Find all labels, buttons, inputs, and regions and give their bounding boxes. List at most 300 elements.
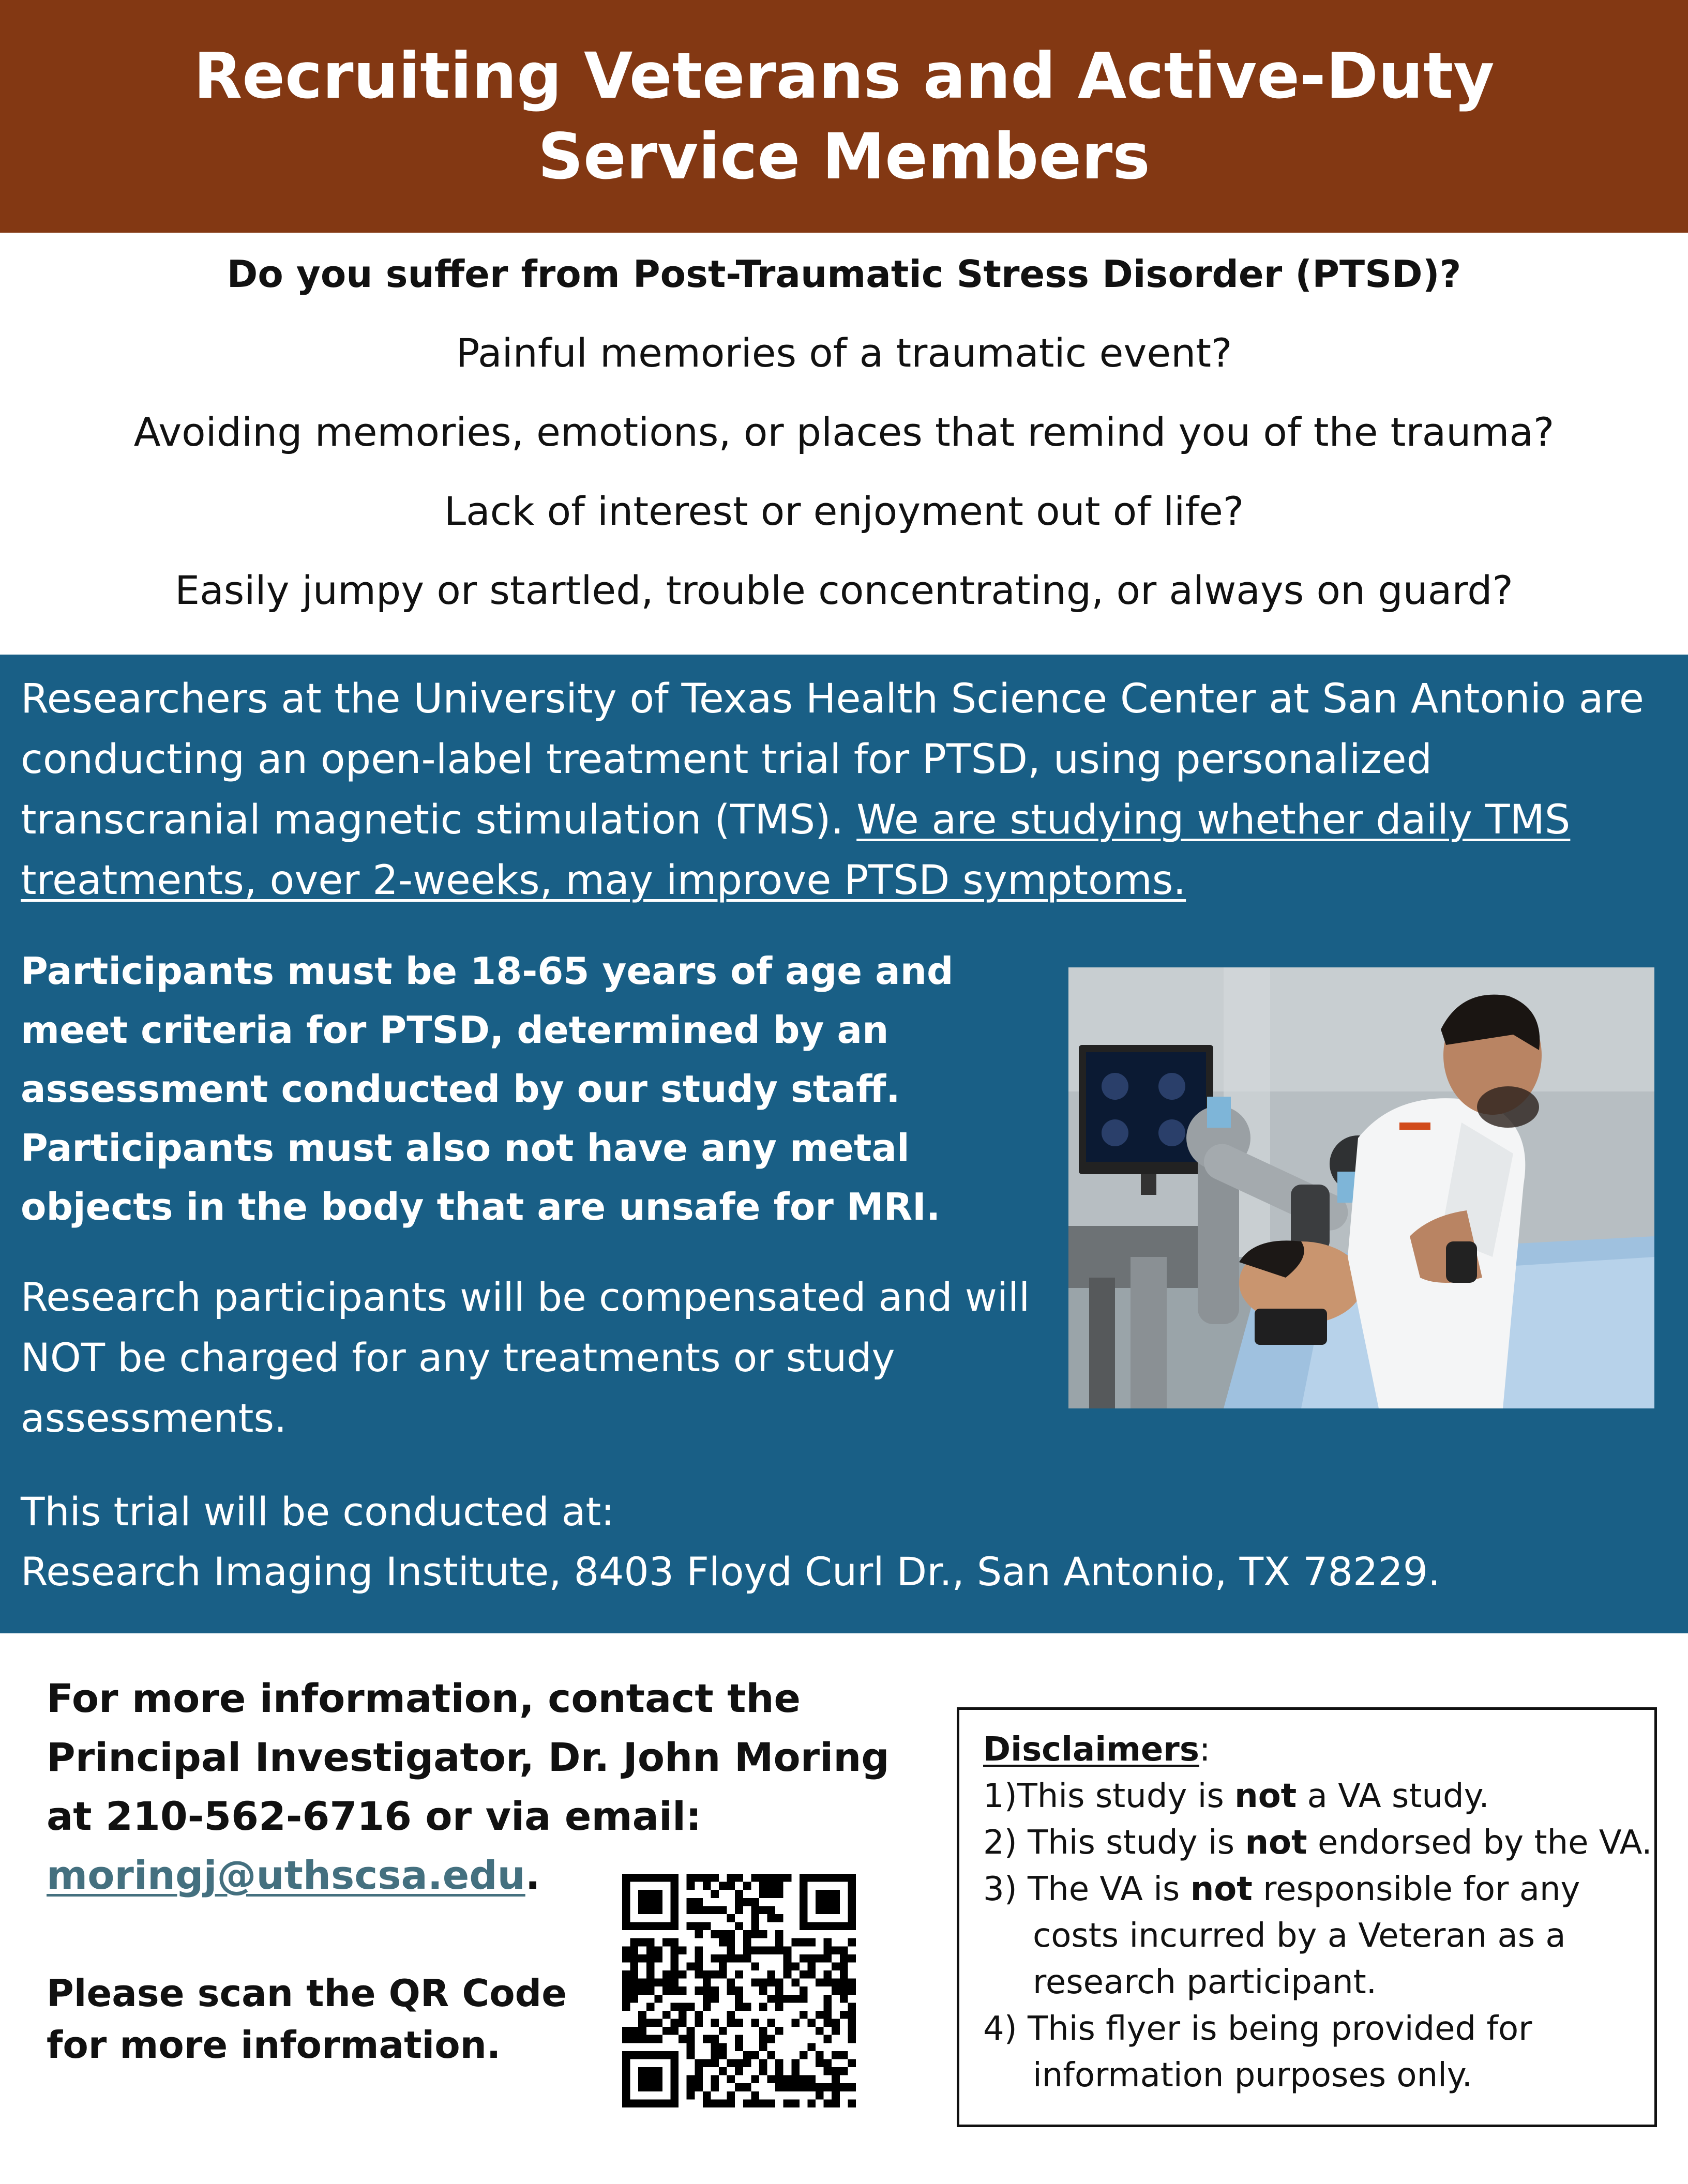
qr-module <box>662 2027 671 2035</box>
qr-module <box>743 1946 751 1954</box>
qr-module <box>832 1979 840 1987</box>
qr-module <box>662 2051 671 2059</box>
qr-module <box>848 1906 856 1914</box>
email-link[interactable]: moringj@uthscsa.edu <box>47 1852 525 1898</box>
qr-module <box>646 2067 655 2075</box>
qr-module <box>775 1914 783 1922</box>
qr-module <box>622 1898 630 1906</box>
qr-module <box>824 1995 832 2003</box>
qr-module <box>695 1946 703 1954</box>
qr-module <box>767 1995 776 2003</box>
qr-module <box>775 2027 783 2035</box>
qr-module <box>727 2011 735 2019</box>
qr-module <box>832 2083 840 2091</box>
qr-module <box>703 1874 711 1882</box>
qr-module <box>816 1898 824 1906</box>
page-title-line-1: Recruiting Veterans and Active-Duty <box>193 39 1495 113</box>
qr-module <box>654 2035 662 2043</box>
qr-module <box>800 1914 808 1922</box>
qr-module <box>630 2099 639 2107</box>
qr-module <box>816 2083 824 2091</box>
qr-module <box>687 2051 695 2059</box>
qr-module <box>622 1890 630 1898</box>
qr-module <box>646 1922 655 1931</box>
qr-module <box>622 2067 630 2075</box>
qr-module <box>800 2051 808 2059</box>
qr-module <box>767 1946 776 1954</box>
qr-module <box>848 1954 856 1963</box>
qr-module <box>695 1930 703 1938</box>
qr-module <box>735 1970 743 1979</box>
disclaimer-emphasis: not <box>1234 1777 1297 1815</box>
qr-module <box>751 2075 759 2084</box>
qr-module <box>807 2083 816 2091</box>
qr-module <box>695 2083 703 2091</box>
qr-module <box>848 1898 856 1906</box>
qr-module <box>646 2019 655 2027</box>
qr-module <box>816 2091 824 2100</box>
qr-module <box>687 2075 695 2084</box>
qr-module <box>679 1986 687 1995</box>
qr-module <box>824 1906 832 1914</box>
qr-module <box>751 2051 759 2059</box>
qr-module <box>800 2011 808 2019</box>
qr-module <box>719 1970 727 1979</box>
qr-module <box>711 2035 719 2043</box>
qr-module <box>638 1979 646 1987</box>
qr-instructions: Please scan the QR Code for more information. <box>47 1971 567 2067</box>
qr-module <box>824 2035 832 2043</box>
qr-module <box>622 1954 630 1963</box>
qr-code[interactable] <box>622 1874 856 2107</box>
qr-module <box>832 1906 840 1914</box>
qr-module <box>622 2099 630 2107</box>
qr-module <box>735 2035 743 2043</box>
qr-module <box>807 1874 816 1882</box>
qr-module <box>824 1874 832 1882</box>
qr-module <box>751 1922 759 1931</box>
qr-module <box>848 2019 856 2027</box>
qr-module <box>703 1970 711 1979</box>
qr-module <box>759 1946 767 1954</box>
qr-module <box>671 2083 679 2091</box>
qr-module <box>638 1874 646 1882</box>
qr-module <box>735 1874 743 1882</box>
qr-module <box>622 1986 630 1995</box>
qr-module <box>671 2091 679 2100</box>
qr-module <box>840 2051 848 2059</box>
qr-module <box>783 2099 792 2107</box>
qr-module <box>654 2019 662 2027</box>
qr-module <box>743 1954 751 1963</box>
qr-module <box>671 2003 679 2011</box>
qr-module <box>719 1938 727 1947</box>
qr-module <box>751 2019 759 2027</box>
qr-module <box>646 1962 655 1970</box>
qr-module <box>630 1954 639 1963</box>
qr-module <box>711 2059 719 2067</box>
disclaimer-emphasis: not <box>1245 1824 1307 1862</box>
qr-module <box>824 1946 832 1954</box>
qr-module <box>775 1890 783 1898</box>
qr-module <box>654 1979 662 1987</box>
contact-info <box>47 1669 926 1905</box>
qr-module <box>727 2075 735 2084</box>
qr-module <box>791 2083 800 2091</box>
qr-module <box>816 1874 824 1882</box>
qr-module <box>671 2067 679 2075</box>
qr-module <box>767 1970 776 1979</box>
qr-module <box>654 1954 662 1963</box>
qr-module <box>727 1979 735 1987</box>
qr-module <box>638 1890 646 1898</box>
qr-module <box>751 1946 759 1954</box>
disclaimers-title-suffix: : <box>1199 1731 1211 1769</box>
qr-module <box>727 1938 735 1947</box>
qr-module <box>848 2035 856 2043</box>
qr-module <box>695 2011 703 2019</box>
qr-module <box>687 1906 695 1914</box>
qr-module <box>848 1882 856 1890</box>
qr-module <box>671 1970 679 1979</box>
qr-module <box>735 2067 743 2075</box>
qr-module <box>767 1882 776 1890</box>
qr-module <box>807 2043 816 2051</box>
qr-module <box>727 2091 735 2100</box>
qr-module <box>759 2059 767 2067</box>
qr-module <box>807 2075 816 2084</box>
qr-module <box>622 1882 630 1890</box>
qr-module <box>719 1882 727 1890</box>
qr-module <box>662 1979 671 1987</box>
location-address: Research Imaging Institute, 8403 Floyd Curl Dr., San Antonio, TX 78229. <box>21 1549 1441 1595</box>
qr-module <box>751 1930 759 1938</box>
qr-module <box>622 1946 630 1954</box>
qr-module <box>800 1906 808 1914</box>
qr-module <box>848 2083 856 2091</box>
qr-module <box>824 1979 832 1987</box>
qr-module <box>751 1906 759 1914</box>
disclaimer-item-3-cont: costs incurred by a Veteran as a <box>1033 1917 1566 1955</box>
qr-module <box>703 1906 711 1914</box>
qr-module <box>807 1954 816 1963</box>
qr-module <box>848 1890 856 1898</box>
qr-module <box>671 2027 679 2035</box>
qr-module <box>848 1986 856 1995</box>
qr-module <box>783 2075 792 2084</box>
qr-module <box>727 2059 735 2067</box>
qr-module <box>671 2051 679 2059</box>
qr-module <box>791 1979 800 1987</box>
disclaimer-item-2 <box>983 1819 1654 1866</box>
qr-module <box>662 1986 671 1995</box>
qr-module <box>654 1890 662 1898</box>
qr-module <box>783 1962 792 1970</box>
qr-module <box>695 1970 703 1979</box>
qr-module <box>671 1882 679 1890</box>
qr-module <box>759 2067 767 2075</box>
qr-module <box>703 2003 711 2011</box>
qr-module <box>832 1898 840 1906</box>
qr-module <box>735 2003 743 2011</box>
qr-module <box>703 1922 711 1931</box>
qr-module <box>848 1914 856 1922</box>
qr-module <box>767 1979 776 1987</box>
qr-module <box>646 1954 655 1963</box>
qr-module <box>832 2091 840 2100</box>
qr-module <box>622 2083 630 2091</box>
qr-module <box>775 1874 783 1882</box>
qr-module <box>695 1962 703 1970</box>
qr-module <box>695 1874 703 1882</box>
qr-module <box>719 1906 727 1914</box>
qr-module <box>735 1922 743 1931</box>
qr-module <box>671 1922 679 1931</box>
disclaimer-emphasis: not <box>1190 1870 1253 1908</box>
qr-module <box>824 1954 832 1963</box>
qr-module <box>759 1930 767 1938</box>
qr-module <box>646 1946 655 1954</box>
qr-module <box>743 2059 751 2067</box>
qr-module <box>719 1962 727 1970</box>
qr-module <box>767 1890 776 1898</box>
qr-module <box>759 1906 767 1914</box>
qr-module <box>646 2051 655 2059</box>
qr-module <box>711 2019 719 2027</box>
qr-module <box>695 1906 703 1914</box>
qr-module <box>622 1922 630 1931</box>
qr-module <box>816 2059 824 2067</box>
qr-module <box>832 1986 840 1995</box>
qr-module <box>662 1922 671 1931</box>
qr-module <box>800 1986 808 1995</box>
qr-module <box>840 1979 848 1987</box>
qr-module <box>735 1890 743 1898</box>
symptom-questions <box>0 248 1688 644</box>
disclaimers-title: Disclaimers <box>983 1731 1199 1769</box>
qr-module <box>630 1970 639 1979</box>
qr-module <box>638 2075 646 2084</box>
qr-module <box>824 2059 832 2067</box>
disclaimer-text: 3) The VA is <box>983 1870 1190 1908</box>
qr-module <box>759 2043 767 2051</box>
qr-module <box>767 2075 776 2084</box>
qr-module <box>840 2011 848 2019</box>
qr-module <box>824 1922 832 1931</box>
study-intro: Researchers at the University of Texas Health Science Center at San Antonio are conducting an open-label treatment trial for PTSD, using personalized transcranial magnetic stimulation (TMS). <box>21 676 1644 843</box>
qr-module <box>654 2067 662 2075</box>
qr-module <box>832 1962 840 1970</box>
qr-module <box>848 1938 856 1947</box>
qr-module <box>848 2011 856 2019</box>
qr-module <box>679 2003 687 2011</box>
qr-module <box>638 1954 646 1963</box>
qr-module <box>695 1986 703 1995</box>
qr-module <box>759 1890 767 1898</box>
qr-module <box>662 1970 671 1979</box>
qr-module <box>840 1946 848 1954</box>
qr-module <box>775 2083 783 2091</box>
qr-module <box>775 1986 783 1995</box>
study-info-panel <box>0 655 1688 1633</box>
qr-module <box>775 2067 783 2075</box>
qr-module <box>630 1995 639 2003</box>
qr-module <box>832 1946 840 1954</box>
qr-module <box>767 2051 776 2059</box>
qr-module <box>743 1898 751 1906</box>
qr-module <box>646 2083 655 2091</box>
location-label: This trial will be conducted at: <box>21 1489 614 1535</box>
qr-module <box>735 1986 743 1995</box>
disclaimer-text: endorsed by the VA. <box>1307 1824 1652 1862</box>
qr-module <box>687 2027 695 2035</box>
qr-module <box>727 1946 735 1954</box>
qr-module <box>703 1979 711 1987</box>
qr-module <box>824 1898 832 1906</box>
qr-module <box>840 1970 848 1979</box>
qr-module <box>630 1979 639 1987</box>
qr-module <box>671 1938 679 1947</box>
disclaimer-item-4-cont: information purposes only. <box>1033 2056 1472 2095</box>
qr-module <box>630 1874 639 1882</box>
qr-module <box>735 2043 743 2051</box>
qr-module <box>800 2075 808 2084</box>
qr-module <box>654 1898 662 1906</box>
qr-module <box>703 1882 711 1890</box>
qr-module <box>824 2099 832 2107</box>
qr-module <box>646 2035 655 2043</box>
study-description <box>21 669 1665 911</box>
qr-module <box>719 2099 727 2107</box>
qr-module <box>622 1995 630 2003</box>
eligibility-criteria: Participants must be 18-65 years of age and meet criteria for PTSD, determined by an assessment conducted by our study staff. Participants must also not have any metal objects in the body that are unsafe for MRI. <box>21 949 954 1228</box>
qr-module <box>727 2099 735 2107</box>
qr-module <box>735 2083 743 2091</box>
qr-module <box>622 1914 630 1922</box>
qr-module <box>703 2059 711 2067</box>
qr-module <box>767 2019 776 2027</box>
qr-module <box>775 1946 783 1954</box>
qr-module <box>848 2099 856 2107</box>
qr-module <box>783 1970 792 1979</box>
qr-module <box>816 2051 824 2059</box>
qr-module <box>646 1986 655 1995</box>
qr-module <box>759 1882 767 1890</box>
qr-module <box>638 2035 646 2043</box>
qr-module <box>646 1970 655 1979</box>
qr-module <box>832 2067 840 2075</box>
qr-module <box>622 2075 630 2084</box>
qr-module <box>687 2043 695 2051</box>
qr-module <box>630 1938 639 1947</box>
qr-module <box>630 1922 639 1931</box>
qr-module <box>807 2099 816 2107</box>
lead-question: Do you suffer from Post-Traumatic Stress Disorder (PTSD)? <box>227 252 1461 296</box>
qr-module <box>654 2051 662 2059</box>
qr-module <box>791 2067 800 2075</box>
qr-module <box>832 2027 840 2035</box>
qr-module <box>671 2059 679 2067</box>
qr-module <box>622 1970 630 1979</box>
qr-module <box>671 2099 679 2107</box>
qr-module <box>711 2099 719 2107</box>
qr-module <box>848 1922 856 1931</box>
qr-module <box>703 2099 711 2107</box>
qr-module <box>622 1906 630 1914</box>
qr-module <box>824 1970 832 1979</box>
qr-module <box>719 2043 727 2051</box>
qr-module <box>775 2003 783 2011</box>
page-title-line-2: Service Members <box>538 120 1150 193</box>
qr-module <box>711 2075 719 2084</box>
qr-module <box>824 2019 832 2027</box>
qr-module <box>807 1962 816 1970</box>
qr-module <box>832 2099 840 2107</box>
qr-module <box>622 2003 630 2011</box>
qr-module <box>654 2083 662 2091</box>
qr-module <box>654 2075 662 2084</box>
qr-module <box>671 1979 679 1987</box>
qr-module <box>727 1914 735 1922</box>
qr-module <box>807 1922 816 1931</box>
qr-module <box>687 1882 695 1890</box>
qr-module <box>824 2067 832 2075</box>
qr-module <box>759 2003 767 2011</box>
qr-module <box>767 2035 776 2043</box>
qr-module <box>638 2027 646 2035</box>
qr-module <box>687 2083 695 2091</box>
qr-module <box>751 2091 759 2100</box>
qr-module <box>848 2059 856 2067</box>
qr-module <box>840 1986 848 1995</box>
qr-module <box>840 1995 848 2003</box>
qr-module <box>622 1874 630 1882</box>
qr-module <box>824 2083 832 2091</box>
qr-module <box>654 1922 662 1931</box>
qr-module <box>687 1898 695 1906</box>
qr-module <box>800 1874 808 1882</box>
header-banner <box>0 0 1688 233</box>
qr-module <box>662 1938 671 1947</box>
qr-module <box>630 1986 639 1995</box>
qr-module <box>735 1906 743 1914</box>
qr-module <box>751 2099 759 2107</box>
qr-module <box>646 2075 655 2084</box>
qr-module <box>783 2083 792 2091</box>
qr-module <box>671 1946 679 1954</box>
study-purpose: We are studying whether daily TMS treatments, over 2-weeks, may improve PTSD symptoms. <box>21 797 1571 904</box>
disclaimer-item-3-cont: research participant. <box>1033 1963 1377 2001</box>
disclaimer-item-1 <box>983 1773 1654 1819</box>
qr-module <box>735 1995 743 2003</box>
qr-module <box>638 2051 646 2059</box>
qr-module <box>711 1874 719 1882</box>
qr-module <box>711 1954 719 1963</box>
qr-module <box>679 2035 687 2043</box>
qr-module <box>622 2091 630 2100</box>
qr-module <box>791 2075 800 2084</box>
qr-module <box>687 1922 695 1931</box>
qr-module <box>662 2011 671 2019</box>
qr-module <box>759 2027 767 2035</box>
qr-module <box>654 1906 662 1914</box>
qr-module <box>638 2083 646 2091</box>
qr-module <box>735 2059 743 2067</box>
qr-module <box>727 1954 735 1963</box>
disclaimer-text: responsible for any <box>1252 1870 1580 1908</box>
disclaimer-text: a VA study. <box>1297 1777 1489 1815</box>
qr-module <box>775 1995 783 2003</box>
